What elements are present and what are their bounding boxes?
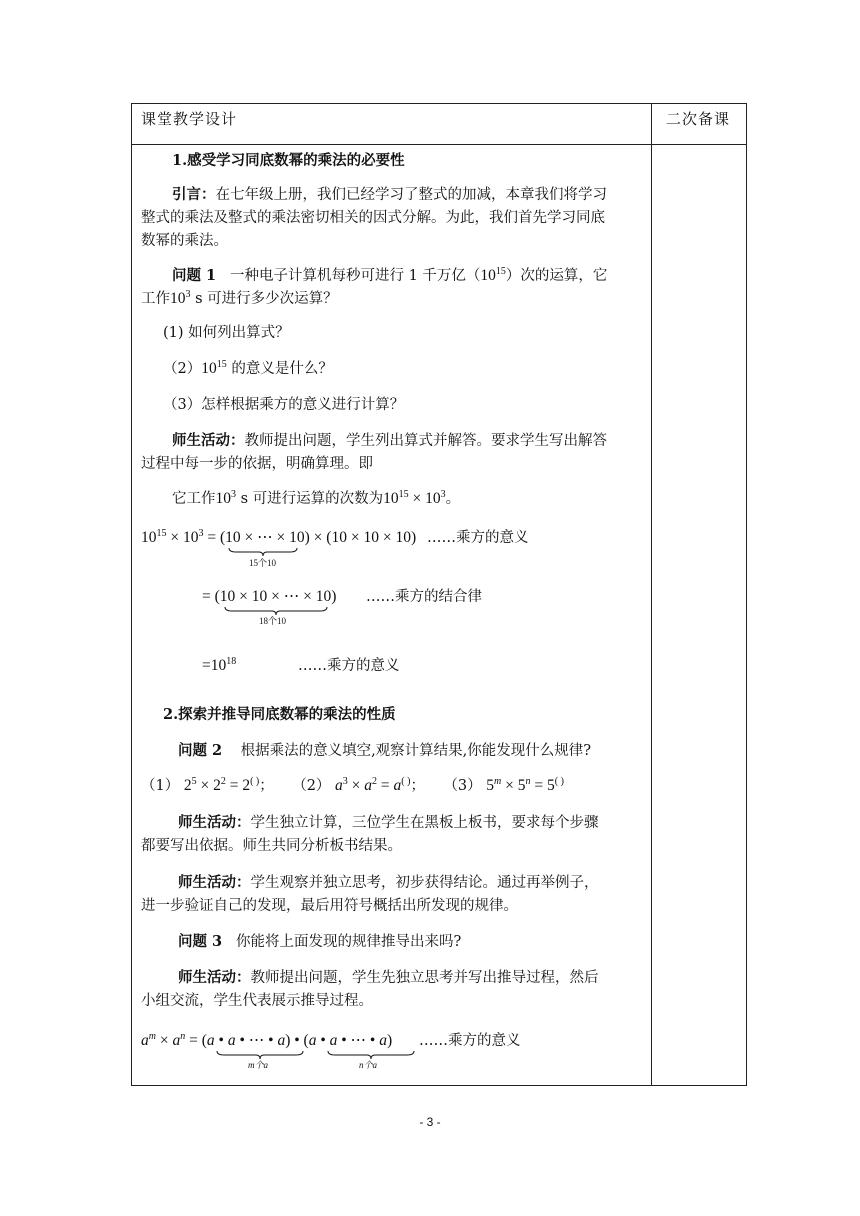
activity1-text1: 教师提出问题，学生列出算式并解答。要求学生写出解答 <box>244 433 607 449</box>
brace-15-label: 15个10 <box>249 558 277 568</box>
subquestion-2-text: 的意义是什么？ <box>231 361 333 377</box>
fill3-expr: $5^m \times 5^n = 5^{( )}$ <box>486 776 564 794</box>
subquestion-1: (1) 如何列出算式？ <box>163 325 290 341</box>
question1-text-b: ）次的运算，它 <box>505 268 608 284</box>
activity3-text1: 学生观察并独立思考，初步获得结论。通过再举例子， <box>250 875 599 891</box>
activity3-line1 <box>178 872 599 894</box>
work-text-b: s 可进行运算的次数为 <box>240 491 384 507</box>
section1-title: 1.感受学习同底数幂的乘法的必要性 <box>172 152 405 169</box>
header-lesson-design: 课堂教学设计 <box>141 110 238 128</box>
column-divider <box>651 103 652 1086</box>
activity4-line2: 小组交流，学生代表展示推导过程。 <box>141 993 373 1009</box>
equation3: $=10^{18}$ <box>202 656 237 674</box>
brace-n-label: n个a <box>359 1060 378 1070</box>
brace-18-label: 18个10 <box>259 616 287 626</box>
section2-title: 2.探索并推导同底数幂的乘法的性质 <box>163 706 396 723</box>
fill2-num: （2） <box>292 778 331 794</box>
math-10-3b: $10^3$ <box>215 489 236 507</box>
fill-in-line: （1） $2^5 \times 2^2 = 2^{( )}$； （2） $a^3 \times a^2 = a^{( )}$； （3） $5^m \times 5^n = 5^{( )}$ <box>141 776 564 794</box>
question1-line2 <box>141 288 338 310</box>
activity1-line2: 过程中每一步的依据，明确算理。即 <box>141 456 373 472</box>
activity3-line2: 进一步验证自己的发现，最后用符号概括出所发现的规律。 <box>141 898 518 914</box>
question1-text-c: 工作 <box>141 291 170 307</box>
activity2-label: 师生活动： <box>178 814 251 831</box>
activity4-line1 <box>178 967 599 989</box>
question1-text-a: 一种电子计算机每秒可进行 1 千万亿（ <box>229 268 481 284</box>
question2-line <box>178 740 591 762</box>
header-divider <box>131 144 747 145</box>
subquestion-2-num: （2） <box>163 361 202 377</box>
question1-text-d: s 可进行多少次运算？ <box>195 291 338 307</box>
activity2-text1: 学生独立计算，三位学生在黑板上板书，要求每个步骤 <box>250 815 599 831</box>
intro-text1: 在七年级上册，我们已经学习了整式的加减，本章我们将学习 <box>215 187 607 203</box>
intro-line3: 数幂的乘法。 <box>141 233 228 249</box>
activity1-line1 <box>172 430 607 452</box>
brace-m-label: m个a <box>248 1060 268 1070</box>
work-text-c: 。 <box>445 491 461 507</box>
activity4-label: 师生活动： <box>178 969 251 986</box>
equation4: $a^m \times a^n = (a$ • a • ⋯ • a) • (a • a • ⋯ • a) <box>141 1031 393 1049</box>
activity1-label: 师生活动： <box>172 432 245 449</box>
question3-text: 你能将上面发现的规律推导出来吗? <box>235 934 462 950</box>
math-10-15b: $10^{15}$ <box>201 359 227 377</box>
intro-line1 <box>172 184 607 206</box>
subquestion-3: （3）怎样根据乘方的意义进行计算？ <box>163 397 405 413</box>
question3-line <box>178 931 461 953</box>
equation2: = (10 × 10 × ⋯ × 10) <box>202 588 337 605</box>
fill3-num: （3） <box>443 778 482 794</box>
equation1-note: ……乘方的意义 <box>427 530 529 546</box>
equation2-note: ……乘方的结合律 <box>366 589 482 605</box>
question3-label: 问题 3 <box>178 933 223 950</box>
math-10-3: $10^3$ <box>170 289 191 307</box>
activity2-line2: 都要写出依据。师生共同分析板书结果。 <box>141 838 402 854</box>
fill1-num: （1） <box>141 778 180 794</box>
intro-label: 引言： <box>172 186 216 203</box>
work-count-line <box>172 488 460 510</box>
page-number: - 3 - <box>419 1115 441 1129</box>
question1-line1 <box>172 265 607 287</box>
work-text-a: 它工作 <box>172 491 216 507</box>
fill1-expr: $2^5 \times 2^2 = 2^{( )}$ <box>183 776 260 794</box>
equation3-note: ……乘方的意义 <box>298 658 400 674</box>
math-product: $10^{15} \times 10^3$ <box>383 489 446 507</box>
fill2-expr: $a^3 \times a^2 = a^{( )}$ <box>335 776 411 794</box>
intro-line2: 整式的乘法及整式的乘法密切相关的因式分解。为此，我们首先学习同底 <box>141 210 605 226</box>
subquestion-2 <box>163 358 333 380</box>
question2-text: 根据乘法的意义填空,观察计算结果,你能发现什么规律? <box>240 743 592 759</box>
math-10-15: $10^{15}$ <box>480 266 506 284</box>
activity2-line1 <box>178 812 599 834</box>
activity4-text1: 教师提出问题，学生先独立思考并写出推导过程，然后 <box>250 970 599 986</box>
equation4-note: ……乘方的意义 <box>419 1033 521 1049</box>
header-second-prep: 二次备课 <box>666 110 731 128</box>
question2-label: 问题 2 <box>178 742 223 759</box>
question1-label: 问题 1 <box>172 267 217 284</box>
equation1: $10^{15} \times 10^3 = (10$ × ⋯ × 10) × (10 × 10 × 10) <box>141 528 417 546</box>
activity3-label: 师生活动： <box>178 874 251 891</box>
